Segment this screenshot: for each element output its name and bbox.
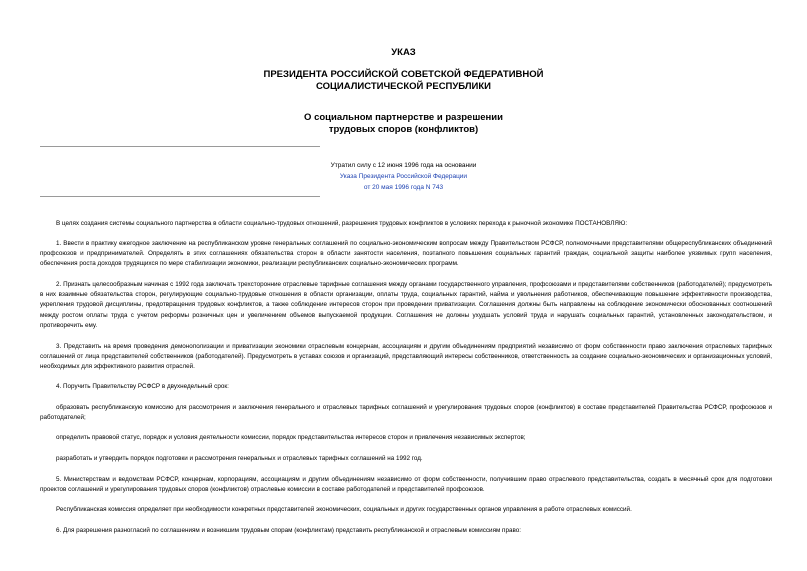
divider-top (40, 146, 320, 147)
paragraph-5-note: Республиканская комиссия определяет при необходимости конкретных представителей экономических, социальных и других государственных органов управления в работе отраслевых комиссий. (56, 506, 632, 513)
paragraph-4-item-2: определить правовой статус, порядок и условия деятельности комиссии, порядок представительства интересов сторон и привлечения независимых экспертов; (56, 434, 526, 441)
paragraph-3: 3. Представить на время проведения демонополизации и приватизации экономики отраслевым концернам, ассоциациям и другим объединениям предприятий независимо от форм собственности право заключения отраслевых тарифных соглашений от лица представителей собственников (работодателей). Предусмотреть в уставах союзов и организаций, представляющий интересы собственников, ответственность за создание социально-экономических и организационных условий, необходимых для эффективного развития отраслей. (40, 343, 772, 371)
preamble-paragraph: В целях создания системы социального партнерства в области социально-трудовых отношений, разрешения трудовых конфликтов в условиях перехода к рыночной экономике ПОСТАНОВЛЯЮ: (56, 220, 628, 227)
issuer-line-1: ПРЕЗИДЕНТА РОССИЙСКОЙ СОВЕТСКОЙ ФЕДЕРАТИВНОЙ (263, 69, 544, 80)
paragraph-4: 4. Поручить Правительству РСФСР в двухнедельный срок: (56, 383, 229, 390)
document-subject (0, 112, 807, 136)
paragraph-4-item-1: образовать республиканскую комиссию для рассмотрения и заключения генерального и отраслевых тарифных соглашений и урегулирования трудовых споров (конфликтов) в составе представителей Правительства РСФСР, профсоюзов и работодателей; (40, 404, 772, 422)
paragraph-6: 6. Для разрешения разногласий по соглашениям и возникшим трудовым спорам (конфликтам) представить республиканской и отраслевым комиссиям право: (56, 527, 521, 534)
paragraph-1: 1. Ввести в практику ежегодное заключение на республиканском уровне генеральных соглашений по социально-экономическим вопросам между Правительством РСФСР, полномочными представителями общереспубликанских объединений профсоюзов и предпринимателей. Определять в этих соглашениях обязательства сторон в области занятости населения, поэтапного повышения социальных гарантий граждан, социальной защиты наиболее уязвимых групп населения, обеспечения роста доходов трудящихся по мере стабилизации экономики, реализации республиканских социально-экономических программ. (40, 240, 772, 268)
subject-line-1: О социальном партнерстве и разрешении (304, 112, 503, 123)
divider-bottom (40, 196, 320, 197)
status-line: Утратил силу с 12 июня 1996 года на основании (330, 162, 477, 169)
document-issuer (0, 69, 807, 93)
repeal-link-line-2[interactable]: от 20 мая 1996 года N 743 (363, 184, 444, 191)
repeal-link-line-1[interactable]: Указа Президента Российской Федерации (339, 173, 468, 180)
paragraph-4-item-3: разработать и утвердить порядок подготовки и рассмотрения генеральных и отраслевых тарифных соглашений на 1992 год. (56, 455, 423, 462)
document-title: УКАЗ (391, 47, 416, 58)
status-note (0, 160, 807, 193)
issuer-line-2: СОЦИАЛИСТИЧЕСКОЙ РЕСПУБЛИКИ (315, 81, 492, 92)
paragraph-5: 5. Министерствам и ведомствам РСФСР, концернам, корпорациям, ассоциациям и другим объединениям независимо от форм собственности, получившим право отраслевого представительства, создать в месячный срок для подготовки проектов соглашений и урегулирования трудовых споров (конфликтов) отраслевые комиссии в составе работодателей и представителей профсоюзов. (40, 476, 772, 494)
subject-line-2: трудовых споров (конфликтов) (328, 124, 479, 135)
paragraph-2: 2. Признать целесообразным начиная с 1992 года заключать трехсторонние отраслевые тарифные соглашения между органами государственного управления, профсоюзами и представителями собственников (работодателей); предусмотреть в них взаимные обязательства сторон, регулирующие социально-трудовые отношения в области организации, оплаты труда, социальных гарантий, найма и увольнения работников, обеспечивающие повышение эффективности производства, укрепления трудовой дисциплины, предотвращения трудовых конфликтов, а также соблюдение интересов сторон при проведении приватизации. Соглашения должны быть направлены на соблюдение экономически обоснованных соотношений между ростом оплаты труда с учетом реформы розничных цен и увеличением объемов выпускаемой продукции. Соглашения не должны ухудшать условий труда и нарушать социальных гарантий, установленных законодательством, и противоречить ему. (40, 281, 772, 329)
